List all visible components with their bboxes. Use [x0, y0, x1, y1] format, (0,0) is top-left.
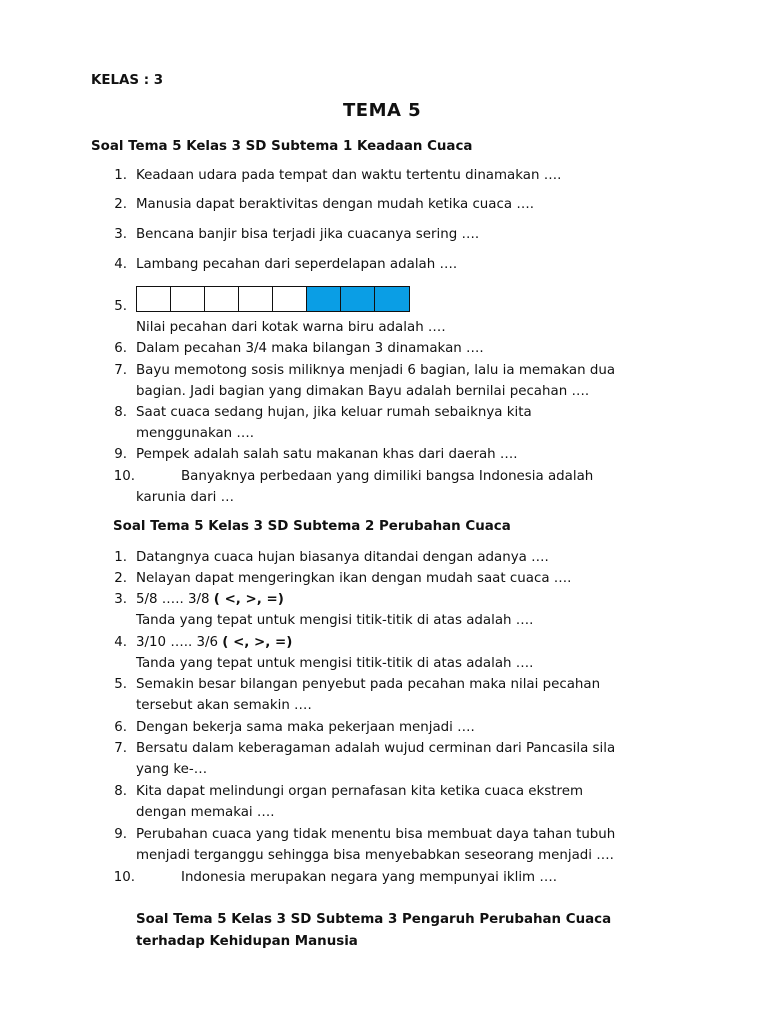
- question-number: 2.: [114, 197, 127, 212]
- fraction-comparison: 3/10 ….. 3/6: [136, 635, 223, 650]
- question-number: 9.: [114, 447, 127, 462]
- question-text: Perubahan cuaca yang tidak menentu bisa membuat daya tahan tubuh: [136, 827, 616, 842]
- question-text: Bayu memotong sosis miliknya menjadi 6 bagian, lalu ia memakan dua: [136, 363, 616, 378]
- question-text: [136, 632, 292, 653]
- question-number: 3.: [114, 227, 127, 242]
- section3-heading: terhadap Kehidupan Manusia: [136, 934, 358, 949]
- question-text: yang ke-…: [136, 762, 208, 777]
- question-text: karunia dari …: [136, 490, 234, 505]
- question-number: 7.: [114, 741, 127, 756]
- question-number: 6.: [114, 720, 127, 735]
- question-text: Dengan bekerja sama maka pekerjaan menjadi ….: [136, 720, 475, 735]
- question-text: tersebut akan semakin ….: [136, 698, 312, 713]
- question-text: Pempek adalah salah satu makanan khas dari daerah ….: [136, 447, 518, 462]
- comparison-signs: ( <, >, =): [222, 635, 293, 650]
- question-text: bagian. Jadi bagian yang dimakan Bayu adalah bernilai pecahan ….: [136, 384, 590, 399]
- question-number: 1.: [114, 168, 127, 183]
- fraction-box-empty: [205, 287, 239, 311]
- question-text: Nilai pecahan dari kotak warna biru adalah ….: [136, 320, 446, 335]
- question-number: 4.: [114, 635, 127, 650]
- question-number: 8.: [114, 784, 127, 799]
- question-number: 10.: [113, 469, 135, 484]
- question-text: menggunakan ….: [136, 426, 255, 441]
- question-text: menjadi terganggu sehingga bisa menyebabkan seseorang menjadi ….: [136, 848, 614, 863]
- fraction-box-empty: [273, 287, 307, 311]
- fraction-box-empty: [137, 287, 171, 311]
- fraction-box-empty: [171, 287, 205, 311]
- question-text: Tanda yang tepat untuk mengisi titik-titik di atas adalah ….: [136, 656, 534, 671]
- question-text: [136, 589, 284, 610]
- fraction-box-filled: [341, 287, 375, 311]
- question-number: 9.: [114, 827, 127, 842]
- question-number: 4.: [114, 257, 127, 272]
- fraction-box-filled: [375, 287, 409, 311]
- question-number: 6.: [114, 341, 127, 356]
- question-text: Banyaknya perbedaan yang dimiliki bangsa Indonesia adalah: [181, 469, 594, 484]
- page-title: TEMA 5: [343, 100, 422, 121]
- fraction-boxes: [136, 286, 410, 312]
- section1-heading: Soal Tema 5 Kelas 3 SD Subtema 1 Keadaan Cuaca: [91, 139, 473, 154]
- question-number: 3.: [114, 592, 127, 607]
- question-text: Tanda yang tepat untuk mengisi titik-titik di atas adalah ….: [136, 613, 534, 628]
- question-text: Lambang pecahan dari seperdelapan adalah ….: [136, 257, 458, 272]
- question-text: Kita dapat melindungi organ pernafasan kita ketika cuaca ekstrem: [136, 784, 583, 799]
- class-label: KELAS : 3: [91, 73, 164, 88]
- fraction-box-empty: [239, 287, 273, 311]
- question-text: Dalam pecahan 3/4 maka bilangan 3 dinamakan ….: [136, 341, 484, 356]
- question-text: Indonesia merupakan negara yang mempunyai iklim ….: [181, 870, 558, 885]
- fraction-box-filled: [307, 287, 341, 311]
- question-text: Bersatu dalam keberagaman adalah wujud cerminan dari Pancasila sila: [136, 741, 616, 756]
- question-number: 8.: [114, 405, 127, 420]
- question-text: Datangnya cuaca hujan biasanya ditandai dengan adanya ….: [136, 550, 549, 565]
- section2-heading: Soal Tema 5 Kelas 3 SD Subtema 2 Perubahan Cuaca: [113, 519, 511, 534]
- question-number: 5.: [114, 299, 127, 314]
- section3-heading: Soal Tema 5 Kelas 3 SD Subtema 3 Pengaruh Perubahan Cuaca: [136, 912, 612, 927]
- question-text: Manusia dapat beraktivitas dengan mudah ketika cuaca ….: [136, 197, 534, 212]
- question-text: Keadaan udara pada tempat dan waktu tertentu dinamakan ….: [136, 168, 562, 183]
- question-number: 2.: [114, 571, 127, 586]
- question-text: Semakin besar bilangan penyebut pada pecahan maka nilai pecahan: [136, 677, 601, 692]
- question-number: 1.: [114, 550, 127, 565]
- question-text: Bencana banjir bisa terjadi jika cuacanya sering ….: [136, 227, 480, 242]
- question-number: 10.: [113, 870, 135, 885]
- fraction-comparison: 5/8 ….. 3/8: [136, 592, 214, 607]
- question-text: Saat cuaca sedang hujan, jika keluar rumah sebaiknya kita: [136, 405, 532, 420]
- question-text: dengan memakai ….: [136, 805, 275, 820]
- question-text: Nelayan dapat mengeringkan ikan dengan mudah saat cuaca ….: [136, 571, 572, 586]
- question-number: 7.: [114, 363, 127, 378]
- question-number: 5.: [114, 677, 127, 692]
- comparison-signs: ( <, >, =): [213, 592, 284, 607]
